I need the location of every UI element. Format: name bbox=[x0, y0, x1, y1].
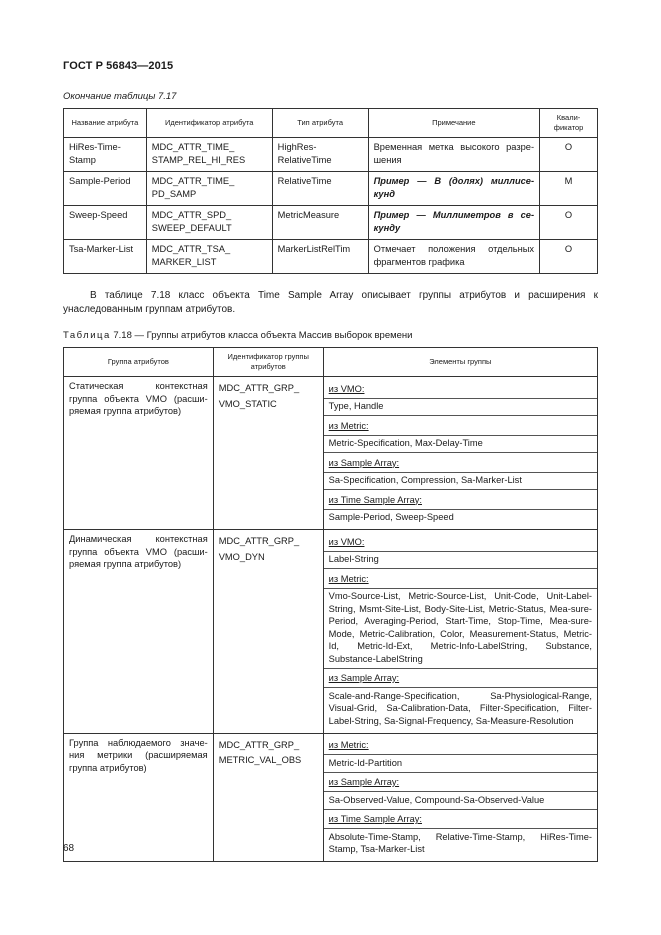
element-line: Sa-Specification, Compression, Sa-Marker-List bbox=[324, 473, 597, 491]
group-name: Динамическая контекстная группа объекта VMO (расши-ряемая группа атрибутов) bbox=[64, 530, 214, 734]
attribute-type: RelativeTime bbox=[272, 172, 368, 206]
table-header-row bbox=[64, 348, 598, 377]
attribute-type: HighRes-RelativeTime bbox=[272, 138, 368, 172]
column-header: Идентификатор группы атрибутов bbox=[213, 348, 323, 377]
group-id-line: VMO_STATIC bbox=[218, 398, 277, 409]
table-caption-text: 7.18 — Группы атрибутов класса объекта Массив выборок времени bbox=[110, 330, 413, 341]
element-source: из Sample Array: bbox=[328, 457, 400, 468]
element-source: из Metric: bbox=[328, 740, 369, 750]
element-line: Type, Handle bbox=[324, 399, 597, 417]
document-header: ГОСТ Р 56843—2015 bbox=[63, 60, 174, 72]
table-caption-prefix: Таблица bbox=[63, 330, 111, 341]
table-row bbox=[64, 733, 598, 862]
table-row bbox=[64, 172, 598, 206]
table-header-row bbox=[64, 109, 598, 138]
group-id-line: METRIC_VAL_OBS bbox=[218, 755, 302, 765]
element-line: Sample-Period, Sweep-Speed bbox=[328, 512, 454, 522]
attribute-note: Отмечает положения отдельных фрагментов графика bbox=[368, 240, 539, 274]
attribute-note: Пример — Миллиметров в се-кунду bbox=[368, 206, 539, 240]
attribute-id: MDC_ATTR_TIME_ STAMP_REL_HI_RES bbox=[146, 138, 272, 172]
attribute-groups-table bbox=[63, 347, 598, 862]
group-id bbox=[213, 377, 323, 530]
element-line bbox=[324, 416, 597, 436]
column-header: Примечание bbox=[368, 109, 539, 138]
element-source: из Time Sample Array: bbox=[328, 814, 422, 824]
attribute-name: Tsa-Marker-List bbox=[64, 240, 147, 274]
attribute-id: MDC_ATTR_TSA_ MARKER_LIST bbox=[146, 240, 272, 274]
element-line: Absolute-Time-Stamp, Relative-Time-Stamp, HiRes-Time-Stamp, Tsa-Marker-List bbox=[328, 831, 592, 854]
element-line: Sa-Observed-Value, Compound-Sa-Observed-Value bbox=[324, 792, 597, 810]
table-row bbox=[64, 377, 598, 530]
element-line bbox=[324, 569, 597, 589]
element-line bbox=[324, 669, 597, 689]
attribute-note: Пример — В (долях) миллисе-кунд bbox=[368, 172, 539, 206]
column-header: Название атрибута bbox=[64, 109, 147, 138]
group-elements bbox=[323, 530, 597, 734]
element-source: из Metric: bbox=[328, 420, 369, 431]
column-header: Идентификатор атрибута bbox=[146, 109, 272, 138]
element-line bbox=[324, 810, 597, 830]
group-elements bbox=[323, 733, 597, 862]
group-elements bbox=[323, 377, 597, 530]
attribute-name: Sweep-Speed bbox=[64, 206, 147, 240]
page-number: 68 bbox=[63, 843, 75, 854]
attribute-qualifier: O bbox=[540, 206, 598, 240]
column-header: Квали-фикатор bbox=[540, 109, 598, 138]
element-source: из Metric: bbox=[328, 573, 369, 584]
element-line: Label-String bbox=[324, 552, 597, 570]
attribute-qualifier: O bbox=[540, 240, 598, 274]
element-source: из VMO: bbox=[328, 536, 365, 547]
element-line bbox=[324, 490, 597, 510]
attribute-name: HiRes-Time-Stamp bbox=[64, 138, 147, 172]
element-line bbox=[324, 453, 597, 473]
table-row bbox=[64, 530, 598, 734]
element-line: Metric-Id-Partition bbox=[324, 755, 597, 773]
attribute-qualifier: M bbox=[540, 172, 598, 206]
group-id-line: MDC_ATTR_GRP_ bbox=[218, 536, 300, 546]
attribute-id: MDC_ATTR_TIME_ PD_SAMP bbox=[146, 172, 272, 206]
element-source: из Sample Array: bbox=[328, 777, 400, 787]
table-row bbox=[64, 240, 598, 274]
column-header: Элементы группы bbox=[323, 348, 597, 377]
table-caption bbox=[63, 330, 412, 341]
element-line bbox=[324, 379, 597, 399]
attribute-id: MDC_ATTR_SPD_ SWEEP_DEFAULT bbox=[146, 206, 272, 240]
column-header: Тип атрибута bbox=[272, 109, 368, 138]
element-line bbox=[324, 532, 597, 552]
table-row bbox=[64, 138, 598, 172]
group-id-line: VMO_DYN bbox=[218, 551, 265, 562]
group-id-line: MDC_ATTR_GRP_ bbox=[218, 383, 300, 393]
element-line bbox=[324, 736, 597, 756]
table-row bbox=[64, 206, 598, 240]
body-paragraph: В таблице 7.18 класс объекта Time Sample Array описывает группы атрибутов и расширения к унаследованным группам атрибутов. bbox=[63, 290, 598, 315]
attributes-table bbox=[63, 108, 598, 274]
group-name: Статическая контекстная группа объекта VMO (расши-ряемая группа атрибутов) bbox=[64, 377, 214, 530]
group-name: Группа наблюдаемого значе-ния метрики (расширяемая группа атрибутов) bbox=[64, 733, 214, 862]
element-source: из Sample Array: bbox=[328, 673, 400, 683]
element-source: из VMO: bbox=[328, 383, 365, 394]
group-id bbox=[213, 530, 323, 734]
element-line: Vmo-Source-List, Metric-Source-List, Unit-Code, Unit-Label-String, Msmt-Site-List, Body-Site-List, Metric-Status, Mea-sure-Period, Averaging-Period, Start-Time, Stop-Time, Mea-sure-Mode, Metric-Calibration, Color, Measurement-Status, Metric-Id, Metric-Id-Ext, Metric-Info-LabelString, Substance, Substance-LabelString bbox=[324, 589, 597, 669]
group-id bbox=[213, 733, 323, 862]
attribute-note: Временная метка высокого разре-шения bbox=[368, 138, 539, 172]
attribute-type: MarkerListRelTim bbox=[272, 240, 368, 274]
group-id-line: MDC_ATTR_GRP_ bbox=[218, 739, 300, 750]
element-source: из Time Sample Array: bbox=[328, 494, 422, 505]
attribute-name: Sample-Period bbox=[64, 172, 147, 206]
element-line: Scale-and-Range-Specification, Sa-Physiological-Range, Visual-Grid, Sa-Calibration-Data, Filter-Specification, Filter-Label-String, Sa-Signal-Frequency, Sa-Measure-Resolution bbox=[328, 690, 592, 726]
element-line bbox=[324, 773, 597, 793]
attribute-qualifier: O bbox=[540, 138, 598, 172]
table-caption: Окончание таблицы 7.17 bbox=[63, 91, 177, 102]
element-line: Metric-Specification, Max-Delay-Time bbox=[324, 436, 597, 454]
attribute-type: MetricMeasure bbox=[272, 206, 368, 240]
column-header: Группа атрибутов bbox=[64, 348, 214, 377]
